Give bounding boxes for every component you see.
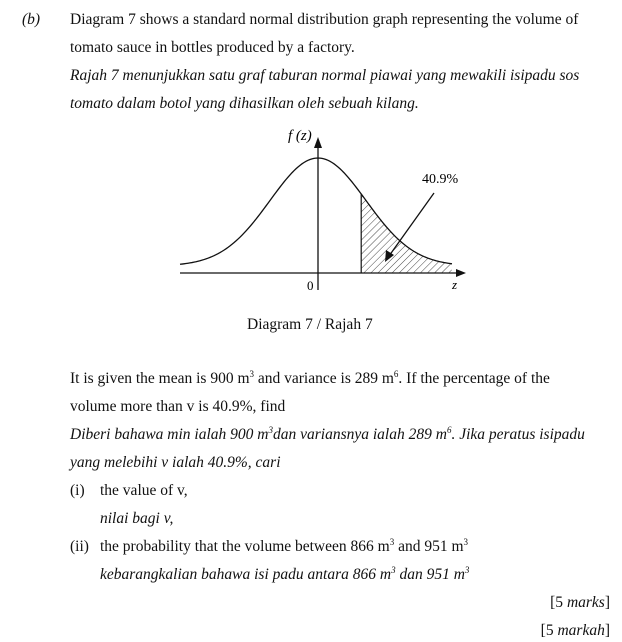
intro-ms-line-1: Rajah 7 menunjukkan satu graf taburan normal piawai yang mewakili isipadu sos [70, 67, 580, 84]
x-axis-arrow [456, 269, 466, 277]
part-ii-en: the probability that the volume between 866 $m^3$ and 951 $m^3$ [100, 536, 469, 555]
diagram-caption: Diagram 7 / Rajah 7 [247, 316, 373, 333]
given-ms-line-1: Diberi bahawa min ialah 900 $m^3dan$ variansnya ialah 289 $m^6$. Jika peratus isipadu [70, 424, 585, 443]
given-ms-line-2: yang melebihi v ialah 40.9%, cari [70, 454, 281, 471]
given-en-line-1: It is given the mean is 900 $m^3$ and variance is 289 $m^6$. If the percentage of the [70, 368, 550, 387]
shaded-percentage-label: 40.9% [422, 172, 459, 187]
y-axis-arrow [314, 137, 322, 148]
x-axis-label: z [452, 277, 458, 292]
normal-distribution-diagram [0, 0, 622, 310]
pointer-arrow [389, 193, 434, 256]
part-ii-ms: kebarangkalian bahawa isi padu antara 866 $m^3$ dan 951 $m^3$ [100, 564, 470, 583]
part-ii-number: (ii) [70, 538, 89, 555]
marks-ms: [5 markah] [540, 622, 610, 639]
origin-label: 0 [307, 278, 314, 293]
normal-curve [180, 158, 452, 264]
part-i-en: the value of v, [100, 482, 188, 499]
part-i-ms: nilai bagi v, [100, 510, 174, 527]
part-i-number: (i) [70, 482, 85, 499]
y-axis-label: f (z) [288, 128, 312, 144]
intro-ms-line-2: tomato dalam botol yang dihasilkan oleh sebuah kilang. [70, 95, 419, 112]
given-en-line-2: volume more than v is 40.9%, find [70, 398, 286, 415]
intro-en-line-2: tomato sauce in bottles produced by a factory. [70, 39, 355, 56]
intro-en-line-1: Diagram 7 shows a standard normal distribution graph representing the volume of [70, 11, 579, 28]
marks-en: [5 marks] [550, 594, 610, 611]
part-label: (b) [22, 11, 41, 28]
